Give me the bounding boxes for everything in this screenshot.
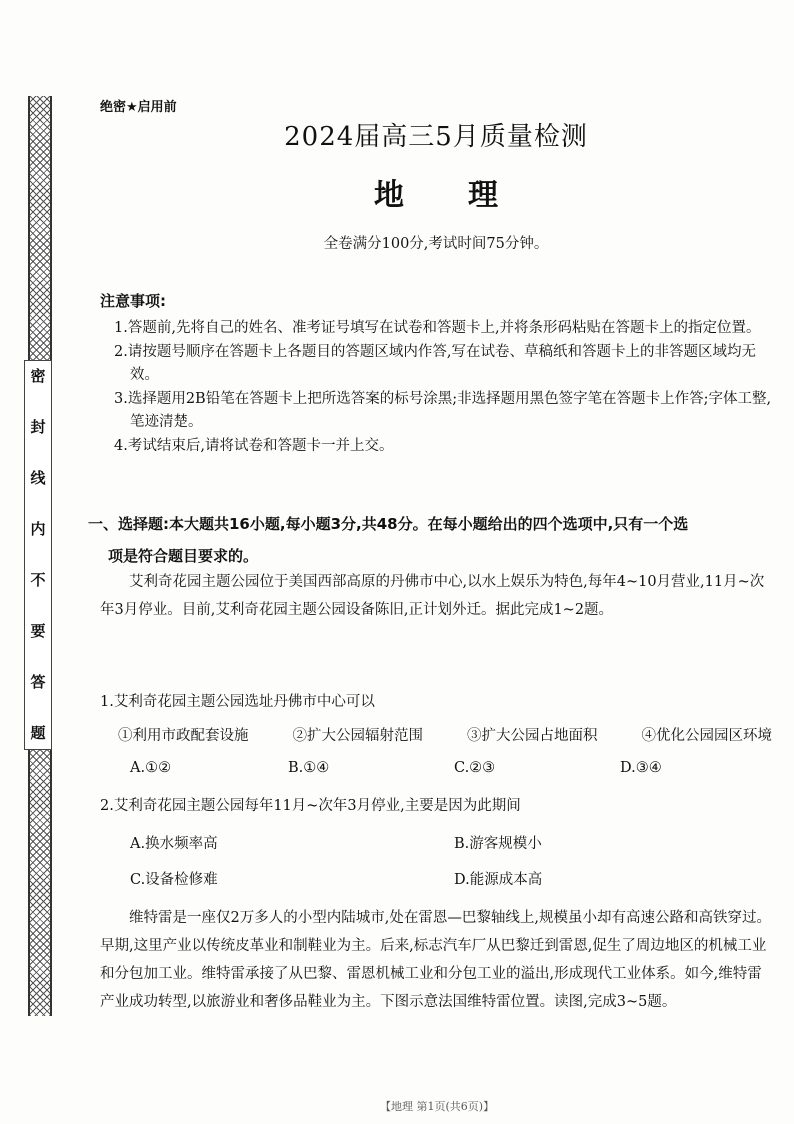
option-d: D.能源成本高 bbox=[454, 872, 543, 888]
notice-item: 4.考试结束后,请将试卷和答题卡一并上交。 bbox=[114, 437, 394, 454]
score-note: 全卷满分100分,考试时间75分钟。 bbox=[323, 236, 549, 252]
binding-char: 不 bbox=[30, 571, 46, 589]
notice-item: 2.请按题号顺序在答题卡上各题目的答题区域内作答,写在试卷、草稿纸和答题卡上的非答题区域均无效。 bbox=[114, 343, 756, 383]
statement: ③扩大公园占地面积 bbox=[467, 728, 598, 744]
statement: ④优化公园园区环境 bbox=[641, 728, 772, 744]
notice-title: 注意事项: bbox=[100, 292, 166, 310]
section-line: 项是符合题目要求的。 bbox=[108, 547, 259, 565]
subject-title: 地理 bbox=[374, 178, 562, 213]
option-c: C.设备检修难 bbox=[130, 872, 218, 888]
option-b: B.游客规模小 bbox=[454, 836, 542, 852]
binding-char: 要 bbox=[30, 622, 46, 640]
option-a: A.①② bbox=[130, 760, 172, 776]
option-c: C.②③ bbox=[454, 760, 496, 776]
notice-item: 3.选择题用2B铅笔在答题卡上把所选答案的标号涂黑;非选择题用黑色签字笔在答题卡上作答;字体工整,笔迹清楚。 bbox=[114, 390, 772, 430]
secret-label: 绝密★启用前 bbox=[100, 100, 177, 115]
binding-char: 线 bbox=[30, 469, 46, 487]
question-2-stem: 2.艾利奇花园主题公园每年11月~次年3月停业,主要是因为此期间 bbox=[100, 798, 521, 814]
passage-2: 维特雷是一座仅2万多人的小型内陆城市,处在雷恩—巴黎轴线上,规模虽小却有高速公路和高铁穿过。早期,这里产业以传统皮革业和制鞋业为主。后来,标志汽车厂从巴黎迁到雷恩,促生了周边地区的机械工业和分包加工业。维特雷承接了从巴黎、雷恩机械工业和分包工业的溢出,形成现代工业体系。如今,维特雷产业成功转型,以旅游业和奢侈品鞋业为主。下图示意法国维特雷位置。读图,完成3~5题。 bbox=[100, 910, 771, 1010]
option-b: B.①④ bbox=[288, 760, 330, 776]
binding-char: 题 bbox=[30, 724, 46, 742]
statement: ②扩大公园辐射范围 bbox=[292, 728, 423, 744]
notice-block bbox=[100, 290, 772, 458]
binding-char: 内 bbox=[30, 520, 46, 538]
section-heading bbox=[88, 508, 772, 572]
binding-char: 答 bbox=[30, 673, 46, 691]
option-d: D.③④ bbox=[620, 760, 662, 776]
binding-char: 封 bbox=[30, 418, 46, 436]
notice-item: 1.答题前,先将自己的姓名、准考证号填写在试卷和答题卡上,并将条形码粘贴在答题卡上的指定位置。 bbox=[114, 320, 761, 336]
passage-1: 艾利奇花园主题公园位于美国西部高原的丹佛市中心,以水上娱乐为特色,每年4~10月营业,11月~次年3月停业。目前,艾利奇花园主题公园设备陈旧,正计划外迁。据此完成1~2题。 bbox=[100, 574, 765, 618]
binding-warning bbox=[24, 360, 52, 750]
option-a: A.换水频率高 bbox=[130, 836, 218, 852]
binding-char: 密 bbox=[30, 367, 46, 385]
statement: ①利用市政配套设施 bbox=[118, 728, 249, 744]
section-line: 一、选择题:本大题共16小题,每小题3分,共48分。在每小题给出的四个选项中,只有一个选 bbox=[88, 515, 689, 533]
question-1-stem: 1.艾利奇花园主题公园选址丹佛市中心可以 bbox=[100, 694, 375, 710]
page-footer: 【地理 第1页(共6页)】 bbox=[380, 1100, 495, 1113]
exam-title: 2024届高三5月质量检测 bbox=[284, 122, 588, 152]
question-1-statements bbox=[118, 724, 772, 745]
